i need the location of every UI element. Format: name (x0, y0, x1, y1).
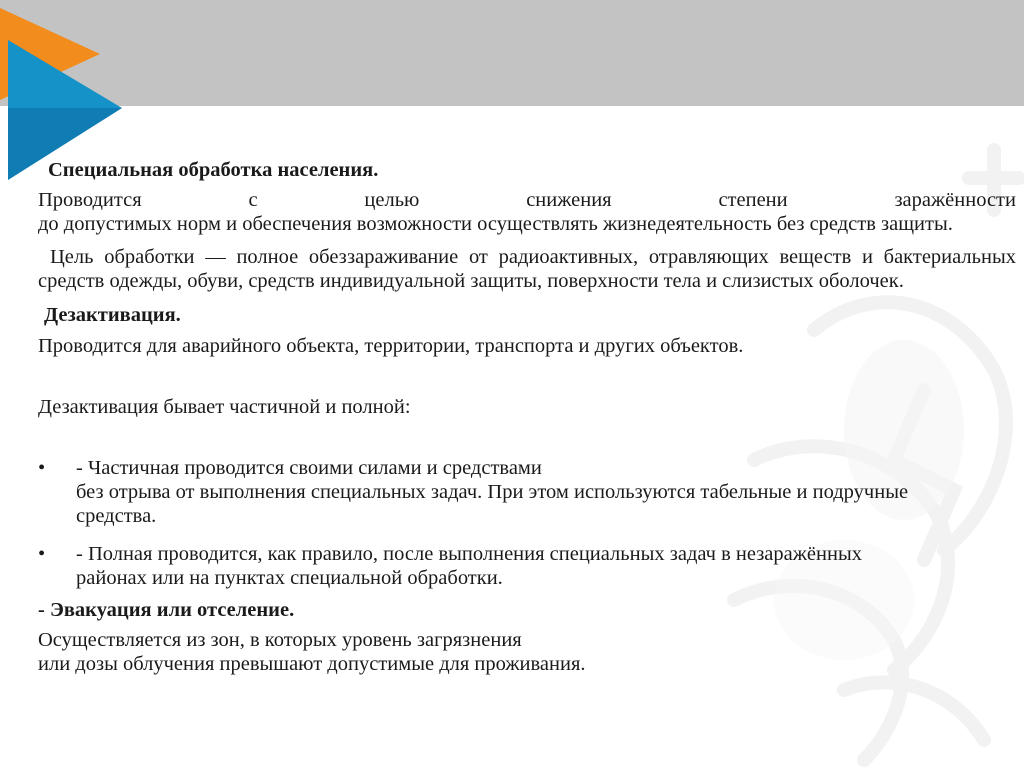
bullet: • (38, 457, 46, 479)
paragraph-decontamination-scope: Проводится для аварийного объекта, территории, транспорта и других объектов. (38, 335, 744, 357)
paragraph-purpose-rest: до допустимых норм и обеспечения возможности осуществлять жизнедеятельность без средств защиты. (38, 213, 953, 235)
paragraph-evacuation-line2: или дозы облучения превышают допустимые для проживания. (38, 653, 586, 675)
list-item-partial-line1: - Частичная проводится своими силами и средствами (76, 457, 542, 479)
heading-evacuation: - Эвакуация или отселение. (38, 599, 295, 621)
paragraph-purpose-line1: Проводится с целью снижения степени заражённости (38, 189, 1016, 211)
paragraph-evacuation (38, 628, 1016, 676)
list-item-full (38, 542, 916, 590)
list-item-full-text: - Полная проводится, как правило, после выполнения специальных задач в незаражённых районах или на пунктах специальной обработки. (76, 543, 862, 589)
bullet: • (38, 543, 46, 565)
paragraph-goal: Цель обработки — полное обеззараживание от радиоактивных, отравляющих веществ и бактериальных средств одежды, обуви, средств индивидуальной защиты, поверхности тела и слизистых оболочек. (38, 246, 1016, 292)
heading-special-treatment: Специальная обработка населения. (48, 159, 379, 181)
paragraph-purpose (38, 188, 1016, 236)
heading-decontamination: Дезактивация. (44, 304, 181, 326)
list-item-partial (38, 456, 1016, 528)
paragraph-evacuation-line1: Осуществляется из зон, в которых уровень загрязнения (38, 629, 522, 651)
paragraph-decontamination-types: Дезактивация бывает частичной и полной: (38, 396, 411, 418)
list-item-partial-rest: без отрыва от выполнения специальных задач. При этом используются табельные и подручные средства. (76, 481, 909, 527)
header-band (0, 0, 1024, 106)
slide-content (38, 158, 1016, 676)
